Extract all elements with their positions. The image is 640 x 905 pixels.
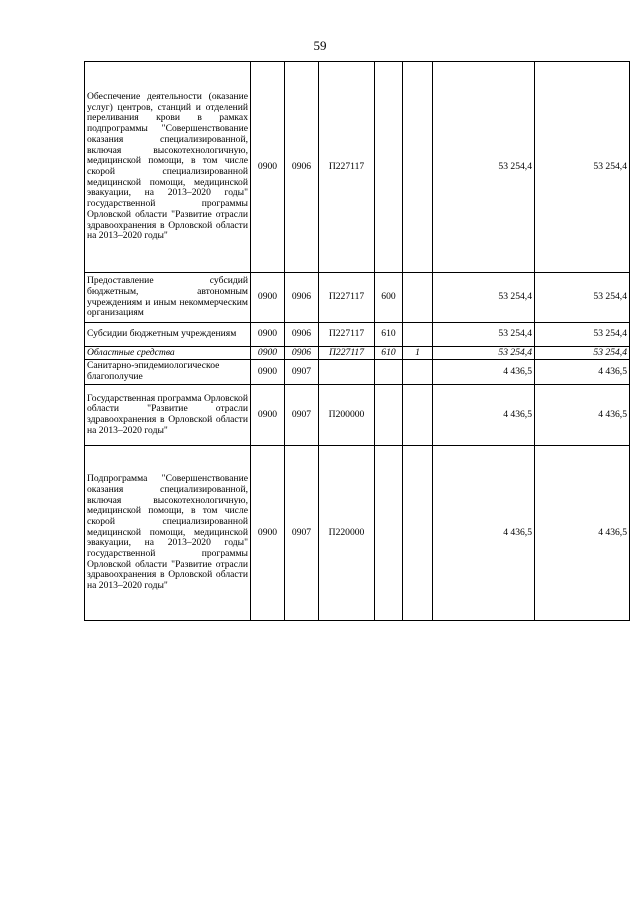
sum-1: 53 254,4 xyxy=(433,273,535,323)
sum-1: 53 254,4 xyxy=(433,62,535,273)
sum-1: 4 436,5 xyxy=(433,360,535,385)
subsection-code: 0906 xyxy=(285,62,319,273)
row-name: Областные средства xyxy=(85,347,251,360)
sum-2: 4 436,5 xyxy=(535,446,630,621)
table-row xyxy=(85,323,630,347)
section-code: 0900 xyxy=(251,347,285,360)
subsection-code: 0907 xyxy=(285,385,319,446)
source-code xyxy=(403,323,433,347)
subsection-code: 0906 xyxy=(285,347,319,360)
row-name: Обеспечение деятельности (оказание услуг) центров, станций и отделений переливания крови в рамках подпрограммы "Совершенствование оказания специализированной, включая высокотехнологичную, медицинской помощи, в том числе скорой специализированной медицинской помощи, медицинской эвакуации, на 2013–2020 годы" государственной программы Орловской области "Развитие отрасли здравоохранения в Орловской области на 2013–2020 годы" xyxy=(85,62,251,273)
row-name: Предоставление субсидий бюджетным, автономным учреждениям и иным некоммерческим организациям xyxy=(85,273,251,323)
table-row xyxy=(85,62,630,273)
sum-1: 4 436,5 xyxy=(433,446,535,621)
section-code: 0900 xyxy=(251,62,285,273)
sum-2: 4 436,5 xyxy=(535,385,630,446)
page-number: 59 xyxy=(313,38,327,53)
budget-table xyxy=(84,61,630,621)
sum-2: 53 254,4 xyxy=(535,347,630,360)
source-code xyxy=(403,385,433,446)
expense-code xyxy=(375,446,403,621)
subsection-code: 0906 xyxy=(285,323,319,347)
section-code: 0900 xyxy=(251,323,285,347)
subsection-code: 0907 xyxy=(285,446,319,621)
expense-code: 610 xyxy=(375,323,403,347)
row-name: Государственная программа Орловской области "Развитие отрасли здравоохранения в Орловской области на 2013–2020 годы" xyxy=(85,385,251,446)
table-row xyxy=(85,446,630,621)
target-code xyxy=(319,360,375,385)
target-code: П227117 xyxy=(319,323,375,347)
row-name: Санитарно-эпидемиологическое благополучие xyxy=(85,360,251,385)
sum-2: 53 254,4 xyxy=(535,62,630,273)
sum-1: 53 254,4 xyxy=(433,347,535,360)
section-code: 0900 xyxy=(251,385,285,446)
subsection-code: 0907 xyxy=(285,360,319,385)
section-code: 0900 xyxy=(251,446,285,621)
section-code: 0900 xyxy=(251,273,285,323)
row-name: Субсидии бюджетным учреждениям xyxy=(85,323,251,347)
sum-1: 4 436,5 xyxy=(433,385,535,446)
table-row xyxy=(85,385,630,446)
table-row xyxy=(85,347,630,360)
target-code: П200000 xyxy=(319,385,375,446)
sum-1: 53 254,4 xyxy=(433,323,535,347)
expense-code: 600 xyxy=(375,273,403,323)
table-row xyxy=(85,273,630,323)
section-code: 0900 xyxy=(251,360,285,385)
target-code: П227117 xyxy=(319,273,375,323)
source-code: 1 xyxy=(403,347,433,360)
sum-2: 4 436,5 xyxy=(535,360,630,385)
expense-code xyxy=(375,360,403,385)
target-code: П227117 xyxy=(319,347,375,360)
source-code xyxy=(403,446,433,621)
table-row xyxy=(85,360,630,385)
source-code xyxy=(403,273,433,323)
expense-code: 610 xyxy=(375,347,403,360)
sum-2: 53 254,4 xyxy=(535,273,630,323)
sum-2: 53 254,4 xyxy=(535,323,630,347)
row-name: Подпрограмма "Совершенствование оказания специализированной, включая высокотехнологичную, медицинской помощи, в том числе скорой специализированной медицинской помощи, медицинской эвакуации, на 2013–2020 годы" государственной программы Орловской области "Развитие отрасли здравоохранения в Орловской области на 2013–2020 годы" xyxy=(85,446,251,621)
target-code: П227117 xyxy=(319,62,375,273)
expense-code xyxy=(375,385,403,446)
target-code: П220000 xyxy=(319,446,375,621)
expense-code xyxy=(375,62,403,273)
source-code xyxy=(403,62,433,273)
source-code xyxy=(403,360,433,385)
subsection-code: 0906 xyxy=(285,273,319,323)
